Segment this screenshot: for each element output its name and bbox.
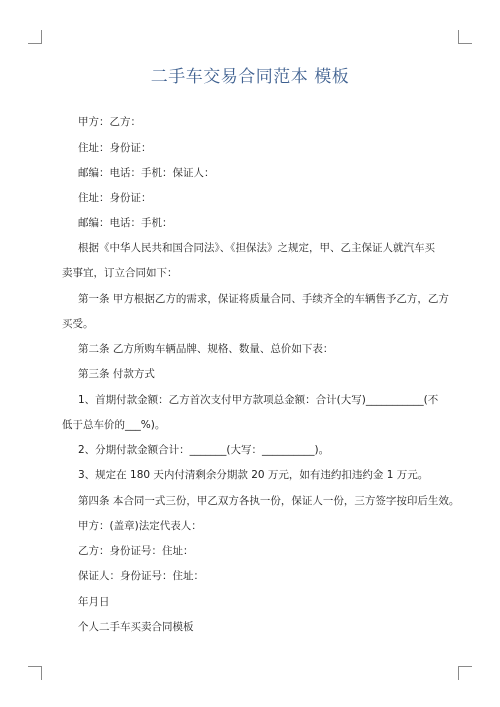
payment-item-2: 2、分期付款金额合计：_______(大写：__________)。: [78, 444, 330, 456]
corner-mark-top-right: [458, 30, 472, 44]
document-title: 二手车交易合同范本 模板: [150, 67, 350, 87]
article-4: 第四条 本合同一式三份，甲乙双方各执一份，保证人一份，三方签字按印后生效。: [78, 495, 460, 507]
corner-mark-top-left: [28, 30, 42, 44]
paragraph-intro-line-2: 卖事宜，订立合同如下：: [62, 267, 178, 279]
postcode-phone-guarantor-line: 邮编：电话：手机：保证人：: [78, 167, 215, 179]
payment-item-1-line-1: 1、首期付款金额：乙方首次支付甲方款项总金额：合计(大写)___________(不: [78, 394, 439, 406]
payment-item-3: 3、规定在 180 天内付清剩余分期款 20 万元，如有违约扣违约金 1 万元。: [78, 469, 429, 481]
article-2: 第二条 乙方所购车辆品牌、规格、数量、总价如下表：: [78, 343, 334, 355]
paragraph-intro-line-1: 根据《中华人民共和国合同法》、《担保法》之规定，甲、乙主保证人就汽车买: [78, 242, 435, 254]
party-a-b-line: 甲方：乙方：: [78, 116, 141, 128]
postcode-phone-line: 邮编：电话：手机：: [78, 217, 173, 229]
signature-party-b: 乙方：身份证号：住址：: [78, 545, 194, 557]
payment-item-1-line-2: 低于总车价的___%)。: [62, 419, 166, 431]
article-1-line-1: 第一条 甲方根据乙方的需求，保证将质量合同、手续齐全的车辆售予乙方，乙方: [78, 293, 449, 305]
signature-guarantor: 保证人：身份证号：住址：: [78, 570, 204, 582]
address-id-line-2: 住址：身份证：: [78, 192, 152, 204]
signature-party-a: 甲方：(盖章)法定代表人：: [78, 520, 202, 532]
corner-mark-bottom-left: [28, 666, 42, 680]
article-3-heading: 第三条 付款方式: [78, 368, 155, 380]
address-id-line: 住址：身份证：: [78, 142, 152, 154]
corner-mark-bottom-right: [458, 666, 472, 680]
signature-date: 年月日: [78, 596, 110, 608]
article-1-line-2: 买受。: [62, 318, 94, 330]
next-document-title: 个人二手车买卖合同模板: [78, 621, 194, 633]
